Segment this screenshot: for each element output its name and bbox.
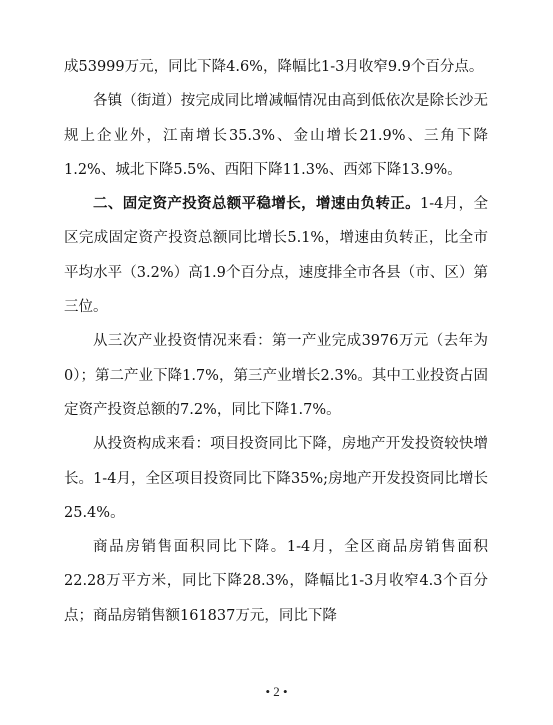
page-number: • 2 • [265,684,288,699]
section-heading-fixed-asset: 二、固定资产投资总额平稳增长，增速由负转正。 [93,196,421,213]
paragraph-industry-investment: 从三次产业投资情况来看：第一产业完成3976万元（去年为0）；第二产业下降1.7%，第三产业增长2.3%。其中工业投资占固定资产投资总额的7.2%，同比下降1.7%。 [64,333,488,418]
paragraph-housing-sales: 商品房销售面积同比下降。1-4月，全区商品房销售面积22.28万平方米，同比下降28.3%，降幅比1-3月收窄4.3个百分点；商品房销售额161837万元，同比下降 [64,539,488,624]
paragraph-investment-structure: 从投资构成来看：项目投资同比下降，房地产开发投资较快增长。1-4月，全区项目投资同比下降35%;房地产开发投资同比增长25.4%。 [64,436,488,521]
document-body [64,50,488,633]
paragraph-town-growth: 各镇（街道）按完成同比增减幅情况由高到低依次是除长沙无规上企业外，江南增长35.3%、金山增长21.9%、三角下降1.2%、城北下降5.5%、西阳下降11.3%、西郊下降13.9%。 [64,93,488,178]
paragraph-fixed-asset-text: 1-4月，全区完成固定资产投资总额同比增长5.1%，增速由负转正，比全市平均水平（3.2%）高1.9个百分点，速度排全市各县（市、区）第三位。 [64,196,488,316]
paragraph-continuation: 成53999万元，同比下降4.6%，降幅比1-3月收窄9.9个百分点。 [64,59,484,75]
paragraph-fixed-asset-investment [64,187,488,324]
